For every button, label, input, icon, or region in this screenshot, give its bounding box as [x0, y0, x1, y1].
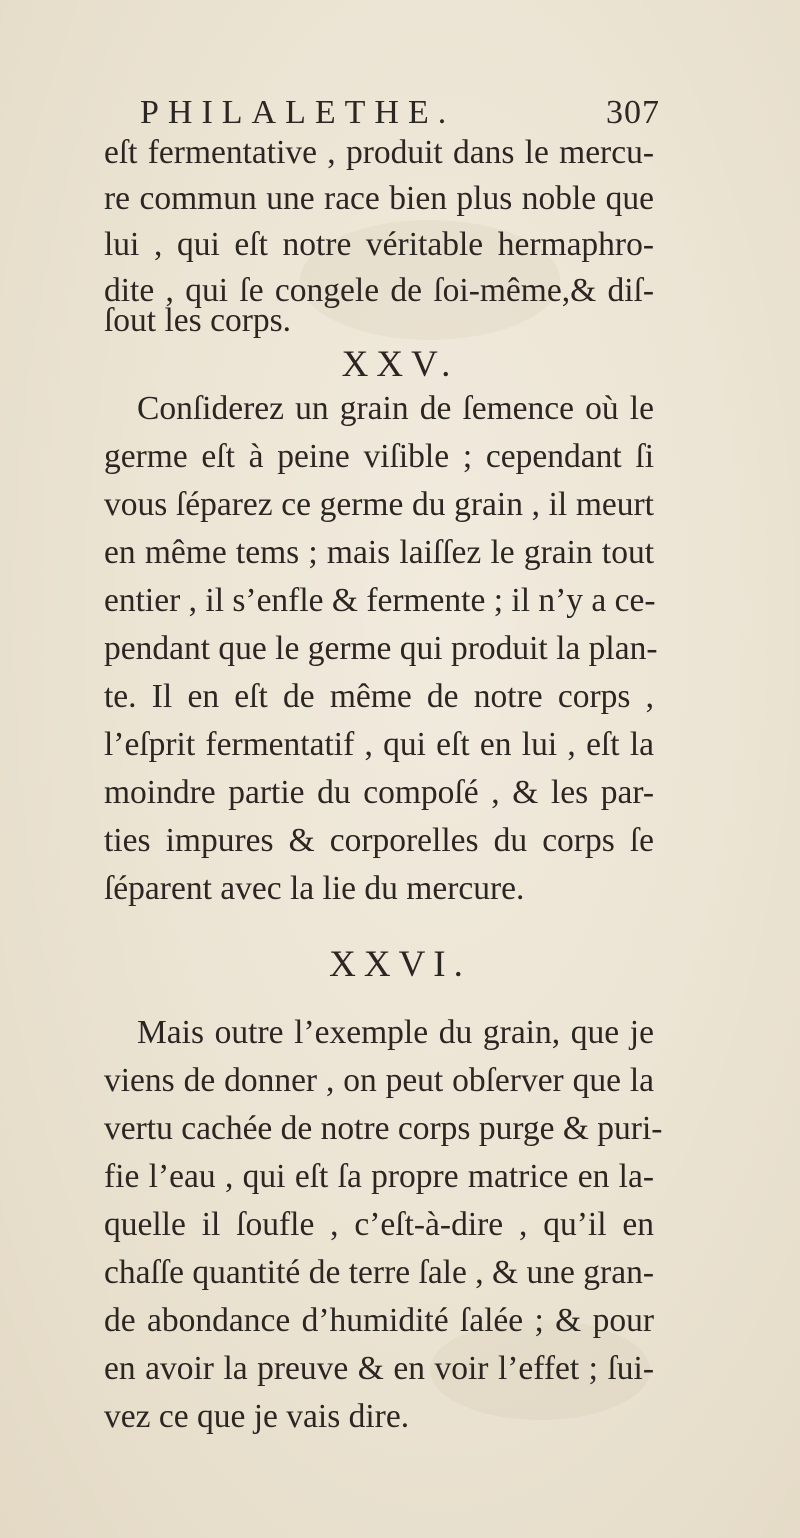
text-line: lui , qui eſt notre véritable hermaphro- [104, 226, 654, 263]
text-line: vertu cachée de notre corps purge & puri- [104, 1110, 663, 1147]
text-line: dite , qui ſe congele de ſoi-même,& diſ- [104, 272, 654, 309]
text-line: ties impures & corporelles du corps ſe [104, 822, 654, 859]
text-line: vous ſéparez ce germe du grain , il meurt [104, 486, 654, 523]
page-number: 307 [606, 94, 660, 131]
text-line: pendant que le germe qui produit la plan- [104, 630, 658, 667]
text-line: moindre partie du compoſé , & les par- [104, 774, 654, 811]
running-title: PHILALETHE. [140, 94, 456, 131]
text-line: l’eſprit fermentatif , qui eſt en lui , eſt la [104, 726, 654, 763]
text-line: germe eſt à peine viſible ; cependant ſi [104, 438, 654, 475]
text-line: entier , il s’enfle & fermente ; il n’y a ce- [104, 582, 656, 619]
section-heading-xxv: XXV. [341, 344, 459, 385]
section-heading-xxvi: XXVI. [329, 944, 471, 985]
text-line: eſt fermentative , produit dans le mercu- [104, 134, 654, 171]
text-line: re commun une race bien plus noble que [104, 180, 654, 217]
text-line: viens de donner , on peut obſerver que la [104, 1062, 654, 1099]
text-line: quelle il ſoufle , c’eſt-à-dire , qu’il en [104, 1206, 654, 1243]
text-line: ſout les corps. [104, 302, 292, 339]
text-line: en même tems ; mais laiſſez le grain tout [104, 534, 654, 571]
text-line: en avoir la preuve & en voir l’effet ; ſui- [104, 1350, 654, 1387]
text-line: Mais outre l’exemple du grain, que je [137, 1014, 654, 1051]
text-line: fie l’eau , qui eſt ſa propre matrice en la- [104, 1158, 654, 1195]
text-line: de abondance d’humidité ſalée ; & pour [104, 1302, 654, 1339]
text-line: vez ce que je vais dire. [104, 1398, 410, 1435]
text-line: ſéparent avec la lie du mercure. [104, 870, 525, 907]
text-line: Conſiderez un grain de ſemence où le [137, 390, 654, 427]
text-line: te. Il en eſt de même de notre corps , [104, 678, 654, 715]
text-line: chaſſe quantité de terre ſale , & une gran- [104, 1254, 654, 1291]
